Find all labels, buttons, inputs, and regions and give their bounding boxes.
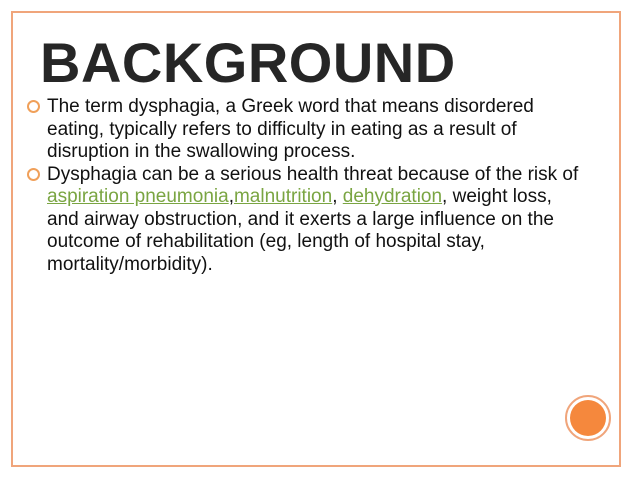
bullet-text: The term dysphagia, a Greek word that means disordered eating, typically refers to difficulty in eating as a result of disruption in the swallowing process. [47,96,534,162]
bullet-item [27,96,587,164]
bullet-text-separator: , [332,186,343,207]
orange-circle-icon [570,400,606,436]
link-aspiration-pneumonia[interactable]: aspiration pneumonia [47,186,229,207]
bullet-text-intro: Dysphagia can be a serious health threat because of the risk of [47,163,579,185]
link-dehydration[interactable]: dehydration [342,186,443,207]
bullet-item [27,164,587,277]
bullet-text-rest: , weight loss, and airway obstruction, and it exerts a large influence on the outcome of rehabilitation (eg, length of hospital stay, mortality/morbidity). [47,186,554,275]
ring-bullet-icon [27,100,40,113]
link-malnutrition[interactable]: malnutrition [233,186,333,207]
bullet-text-separator: , [228,186,234,207]
ring-bullet-icon [27,168,40,181]
bullet-list [27,96,587,276]
slide-title: BACKGROUND [40,31,456,94]
